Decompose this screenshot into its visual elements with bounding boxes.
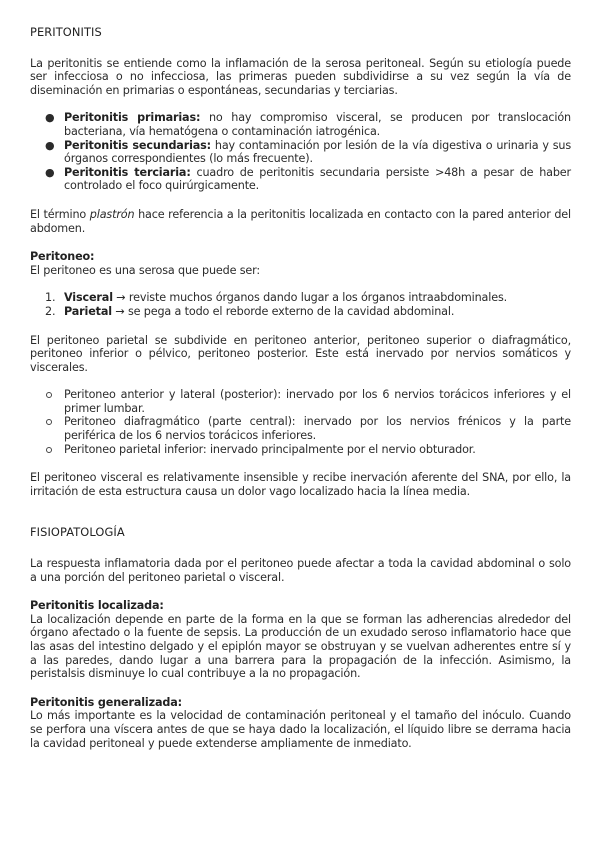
bullet-icon: ● (45, 111, 55, 125)
generalizada-paragraph: Lo más importante es la velocidad de contaminación peritoneal y el tamaño del inóculo. Cuando se perfora una víscera antes de que se haya dado la localización, el líquido libre se derrama hacia la cavidad peritoneal y puede extenderse ampliamente de inmediato. (30, 709, 571, 750)
localizada-heading: Peritonitis localizada: (30, 599, 164, 613)
document-page (30, 26, 571, 750)
peritoneo-kinds-list (30, 291, 571, 318)
bullet-icon: ● (45, 165, 55, 179)
visceral-paragraph: El peritoneo visceral es relativamente insensible y recibe inervación aferente del SNA, por ello, la irritación de esta estructura causa un dolor vago localizado hacia la línea media. (30, 471, 571, 498)
circle-bullet-icon (46, 419, 52, 425)
peritonitis-intro: La peritonitis se entiende como la inflamación de la serosa peritoneal. Según su etiología puede ser infecciosa o no infecciosa, las primeras pueden subdividirse a su vez según la vía de diseminación en primarias o espontáneas, secundarias y terciarias. (30, 56, 571, 97)
generalizada-heading: Peritonitis generalizada: (30, 695, 182, 709)
list-item: ● Peritonitis secundarias: hay contaminación por lesión de la vía digestiva o urinaria y sus órganos correspondientes (lo más frecuente). (45, 138, 571, 166)
list-item: Peritoneo parietal inferior: inervado principalmente por el nervio obturador. (30, 443, 571, 457)
section-title-peritonitis: PERITONITIS (30, 25, 102, 39)
bullet-icon: ● (45, 138, 55, 152)
circle-bullet-icon (46, 447, 52, 453)
list-item: 2. Parietal → se pega a todo el reborde externo de la cavidad abdominal. (45, 304, 455, 318)
list-item: ● Peritonitis primarias: no hay compromiso visceral, se producen por translocación bacteriana, vía hematógena o contaminación iatrogénica. (45, 111, 572, 138)
parietal-paragraph: El peritoneo parietal se subdivide en peritoneo anterior, peritoneo superior o diafragmático, peritoneo inferior o pélvico, peritoneo posterior. Este está inervado por nervios somáticos y viscerales. (30, 333, 571, 374)
list-item: 1. Visceral → reviste muchos órganos dando lugar a los órganos intraabdominales. (45, 291, 508, 305)
plastron-paragraph: El término plastrón hace referencia a la peritonitis localizada en contacto con la pared anterior del abdomen. (30, 207, 571, 235)
list-item: Peritoneo diafragmático (parte central): inervado por los nervios frénicos y la parte periférica de los 6 nervios torácicos inferiores. (30, 415, 571, 442)
section-title-fisiopatologia: FISIOPATOLOGÍA (30, 525, 125, 540)
fisiopatologia-intro: La respuesta inflamatoria dada por el peritoneo puede afectar a toda la cavidad abdominal o solo a una porción del peritoneo parietal o visceral. (30, 557, 571, 584)
innervation-list (30, 388, 571, 456)
list-item: Peritoneo anterior y lateral (posterior): inervado por los 6 nervios torácicos inferiores y el primer lumbar. (30, 388, 571, 415)
list-item: ● Peritonitis terciaria: cuadro de peritonitis secundaria persiste >48h a pesar de haber controlado el foco quirúrgicamente. (45, 165, 571, 193)
peritoneo-heading: Peritoneo: (30, 250, 95, 264)
localizada-paragraph: La localización depende en parte de la forma en la que se forman las adherencias alrededor del órgano afectado o la fuente de sepsis. La producción de un exudado seroso inflamatorio hace que las asas del intestino delgado y el epiplón mayor se obstruyan y se vuelvan adherentes entre sí y a las paredes, dando lugar a una barrera para la propagación de la infección. Asimismo, la peristalsis disminuye lo cual contribuye a la no propagación. (30, 612, 571, 681)
peritonitis-types-list (30, 111, 571, 193)
circle-bullet-icon (46, 392, 52, 398)
peritoneo-intro: El peritoneo es una serosa que puede ser: (30, 263, 261, 277)
